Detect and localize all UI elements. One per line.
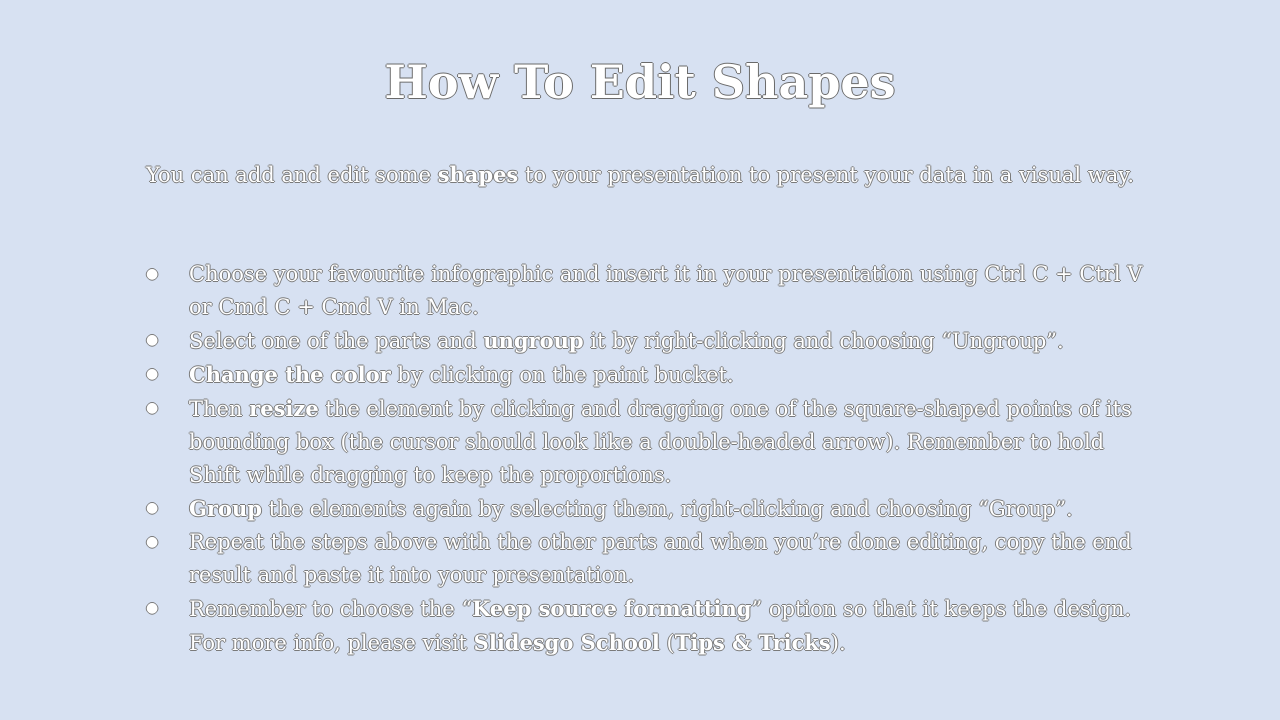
- list-item-bold-text: resize: [249, 396, 319, 421]
- intro-text-bold: shapes: [437, 162, 519, 187]
- bullet-dot-icon: ●: [146, 400, 159, 416]
- list-item: [140, 526, 1150, 592]
- intro-text-after: to your presentation to present your data in a visual way.: [518, 163, 1135, 187]
- list-item: [140, 324, 1150, 358]
- list-item-text: the element by clicking and dragging one of the square-shaped points of its bounding box (the cursor should look like a double-headed arrow). Remember to hold Shift while dragging to keep the proportions.: [189, 397, 1132, 487]
- list-item-bold-text: Group: [189, 496, 262, 521]
- list-item-text: it by right-clicking and choosing “Ungroup”.: [583, 329, 1064, 353]
- list-item: [140, 592, 1150, 660]
- bullet-dot-icon: ●: [146, 534, 159, 550]
- list-item: [140, 258, 1150, 324]
- list-item-text: Choose your favourite infographic and insert it in your presentation using Ctrl C + Ctrl V or Cmd C + Cmd V in Mac.: [189, 262, 1143, 319]
- list-item-text: (: [659, 631, 675, 655]
- list-item-text: Select one of the parts and: [189, 329, 484, 353]
- list-item-bold-text: Change the color: [189, 362, 391, 387]
- intro-paragraph: [100, 160, 1180, 190]
- instruction-list: [140, 258, 1150, 660]
- list-item: [140, 392, 1150, 492]
- list-item-bold-text: Slidesgo School: [473, 630, 660, 655]
- bullet-dot-icon: ●: [146, 332, 159, 348]
- list-item: [140, 358, 1150, 392]
- list-item-text: Remember to choose the “: [189, 597, 473, 621]
- list-item-bold-text: Tips & Tricks: [674, 630, 831, 655]
- list-item: [140, 492, 1150, 526]
- list-item-bold-text: Keep source formatting: [472, 596, 752, 621]
- bullet-dot-icon: ●: [146, 266, 159, 282]
- list-item-text: ).: [830, 631, 846, 655]
- list-item-text: ” option so that it keeps the design. For more info, please visit: [189, 597, 1132, 655]
- intro-text-before: You can add and edit some: [145, 163, 438, 187]
- bullet-dot-icon: ●: [146, 366, 159, 382]
- list-item-text: by clicking on the paint bucket.: [390, 363, 734, 387]
- slide-title: How To Edit Shapes: [384, 55, 896, 109]
- bullet-dot-icon: ●: [146, 500, 159, 516]
- list-item-bold-text: ungroup: [483, 328, 584, 353]
- list-item-text: Then: [189, 397, 250, 421]
- bullet-dot-icon: ●: [146, 600, 159, 616]
- list-item-text: Repeat the steps above with the other parts and when you’re done editing, copy the end result and paste it into your presentation.: [189, 530, 1132, 587]
- list-item-text: the elements again by selecting them, right-clicking and choosing “Group”.: [261, 497, 1073, 521]
